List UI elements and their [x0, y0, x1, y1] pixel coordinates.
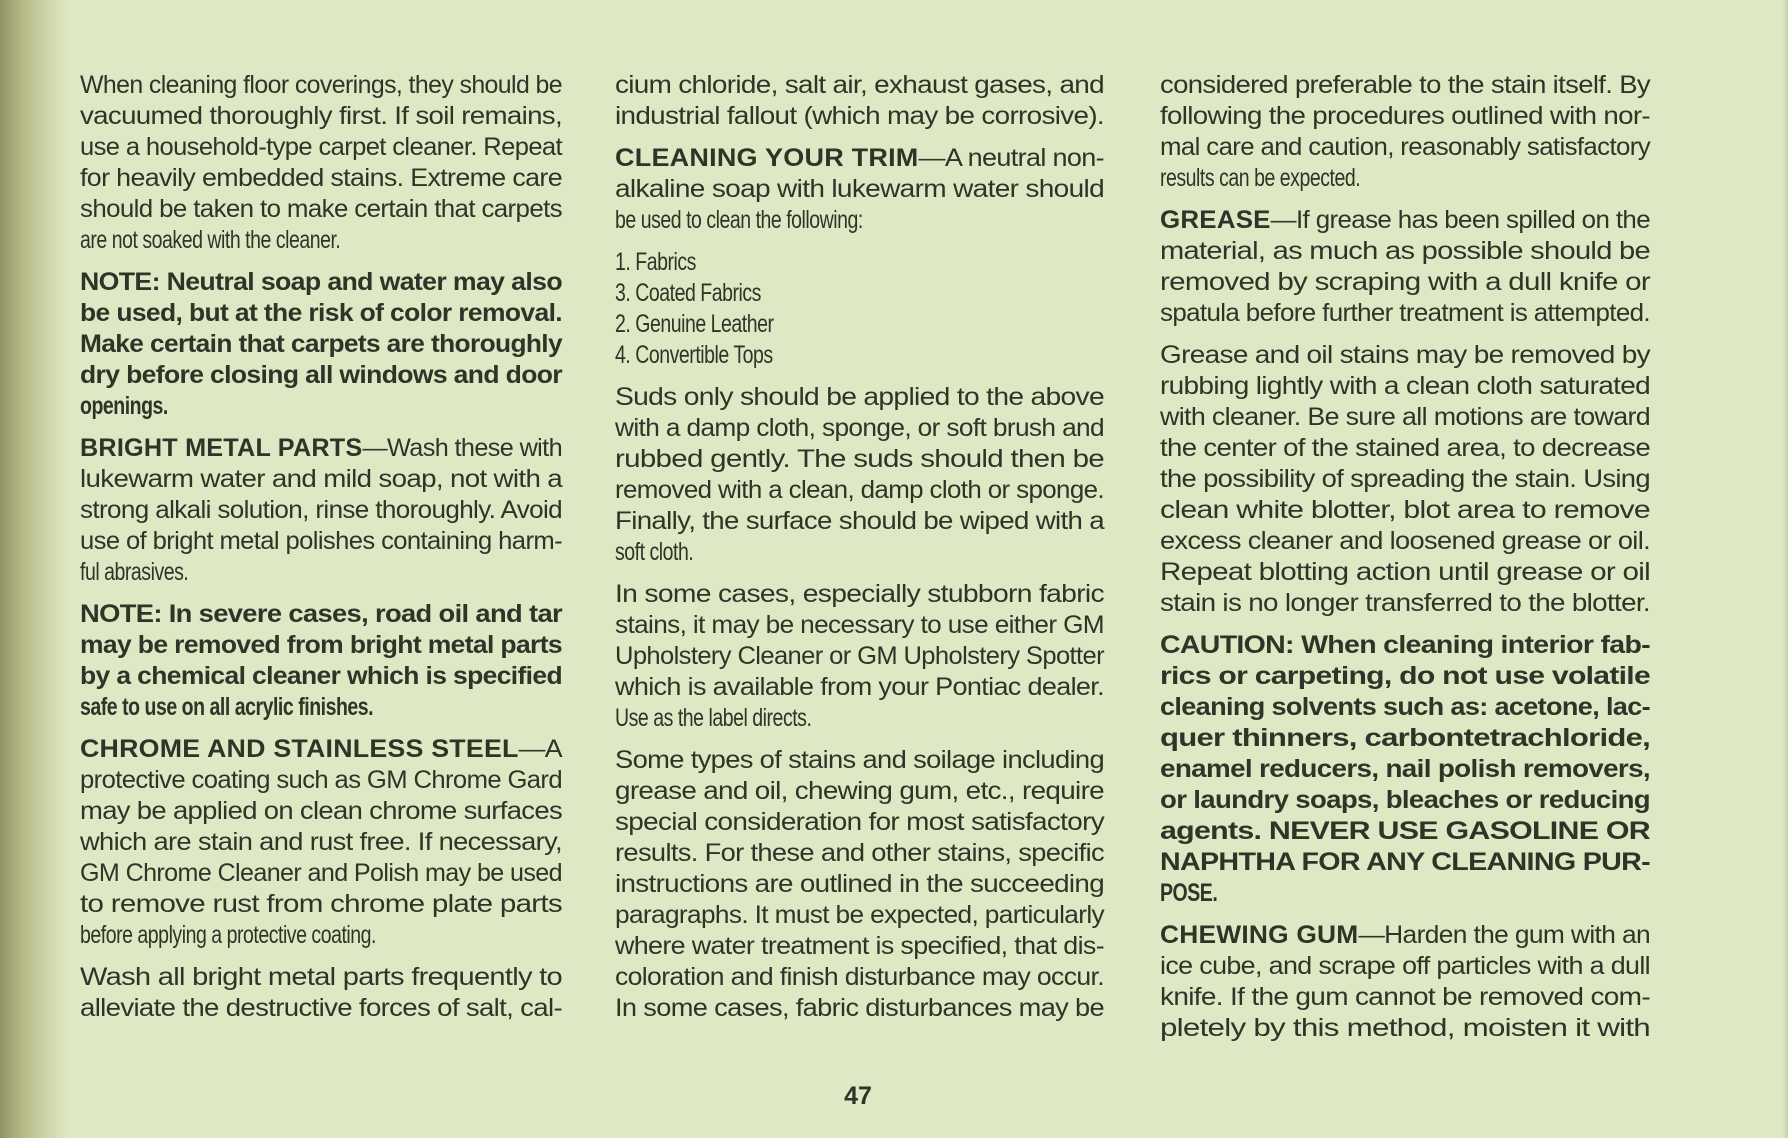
- text-line: knife. If the gum cannot be removed com-: [1160, 983, 1650, 1011]
- section-lead: —If grease has been spilled on the: [1270, 206, 1650, 234]
- section-heading-line: [1160, 920, 1650, 951]
- list-item: 4. Convertible Tops: [615, 341, 773, 369]
- text-line: coloration and finish disturbance may occur.: [615, 963, 1104, 991]
- section-lead: —Wash these with: [362, 434, 562, 462]
- text-line: GM Chrome Cleaner and Polish may be used: [80, 859, 562, 887]
- text-line: spatula before further treatment is attempted.: [1160, 299, 1650, 327]
- text-line: excess cleaner and loosened grease or oil.: [1160, 527, 1650, 555]
- text-line: Grease and oil stains may be removed by: [1160, 341, 1650, 369]
- text-line: ful abrasives.: [80, 558, 189, 586]
- text-line: be used, but at the risk of color removal.: [80, 299, 562, 327]
- section-heading: CHEWING GUM: [1160, 921, 1359, 949]
- paragraph-stubborn-stains: [615, 579, 1104, 734]
- text-line: should be taken to make certain that carpets: [80, 195, 562, 223]
- text-line: enamel reducers, nail polish removers,: [1160, 755, 1650, 783]
- paragraph-suds: [615, 382, 1104, 568]
- text-line: with a damp cloth, sponge, or soft brush and: [615, 414, 1104, 442]
- text-line: Use as the label directs.: [615, 704, 812, 732]
- text-line: instructions are outlined in the succeeding: [615, 870, 1104, 898]
- text-line: or laundry soaps, bleaches or reducing: [1160, 786, 1650, 814]
- text-line: the center of the stained area, to decrease: [1160, 434, 1650, 462]
- section-chewing-gum: [1160, 920, 1650, 1044]
- text-line: following the procedures outlined with nor-: [1160, 102, 1650, 130]
- paragraph-grease-oil-stains: [1160, 340, 1650, 619]
- text-line: soft cloth.: [615, 538, 694, 566]
- section-heading: CLEANING YOUR TRIM: [615, 144, 919, 172]
- text-line: NAPHTHA FOR ANY CLEANING PUR-: [1160, 848, 1650, 876]
- paragraph-floor-coverings: [80, 70, 562, 256]
- note-neutral-soap: [80, 267, 562, 422]
- paragraph-stain-types: [615, 745, 1104, 1024]
- text-line: grease and oil, chewing gum, etc., require: [615, 777, 1104, 805]
- text-line: Suds only should be applied to the above: [615, 383, 1104, 411]
- text-line: material, as much as possible should be: [1160, 237, 1650, 265]
- page-edge: [1782, 0, 1788, 1138]
- text-line: openings.: [80, 392, 168, 420]
- section-heading: CHROME AND STAINLESS STEEL: [80, 735, 519, 763]
- text-line: cium chloride, salt air, exhaust gases, and: [615, 71, 1104, 99]
- text-line: protective coating such as GM Chrome Gard: [80, 766, 562, 794]
- text-line: Finally, the surface should be wiped with a: [615, 507, 1104, 535]
- text-line: vacuumed thoroughly first. If soil remains,: [80, 102, 562, 130]
- section-heading-line: [615, 143, 1104, 174]
- text-line: removed by scraping with a dull knife or: [1160, 268, 1650, 296]
- book-spine-shadow: [0, 0, 70, 1138]
- text-line: alkaline soap with lukewarm water should: [615, 175, 1104, 203]
- text-line: NOTE: Neutral soap and water may also: [80, 268, 562, 296]
- text-line: where water treatment is specified, that dis-: [615, 932, 1104, 960]
- text-line: Repeat blotting action until grease or oil: [1160, 558, 1650, 586]
- section-heading-line: [80, 734, 562, 765]
- text-line: by a chemical cleaner which is specified: [80, 662, 562, 690]
- section-heading: GREASE: [1160, 206, 1271, 234]
- text-line: Some types of stains and soilage including: [615, 746, 1104, 774]
- text-line: before applying a protective coating.: [80, 921, 376, 949]
- text-line: removed with a clean, damp cloth or sponge.: [615, 476, 1104, 504]
- note-road-oil-tar: [80, 599, 562, 723]
- text-line: pletely by this method, moisten it with: [1160, 1014, 1650, 1042]
- text-line: which are stain and rust free. If necessary,: [80, 828, 562, 856]
- section-heading: BRIGHT METAL PARTS: [80, 434, 363, 462]
- section-cleaning-your-trim: [615, 143, 1104, 236]
- text-line: stain is no longer transferred to the blotter.: [1160, 589, 1650, 617]
- text-line: Make certain that carpets are thoroughly: [80, 330, 562, 358]
- section-chrome-stainless: [80, 734, 562, 951]
- paragraph-continued: [1160, 70, 1650, 194]
- text-line: with cleaner. Be sure all motions are toward: [1160, 403, 1650, 431]
- text-line: stains, it may be necessary to use either GM: [615, 611, 1104, 639]
- text-line: for heavily embedded stains. Extreme care: [80, 164, 562, 192]
- text-line: cleaning solvents such as: acetone, lac-: [1160, 693, 1650, 721]
- text-line: paragraphs. It must be expected, particularly: [615, 901, 1104, 929]
- text-line: Wash all bright metal parts frequently to: [80, 963, 562, 991]
- page-number: 47: [844, 1082, 872, 1110]
- text-line: In some cases, fabric disturbances may be: [615, 994, 1104, 1022]
- text-line: may be removed from bright metal parts: [80, 631, 562, 659]
- text-line: mal care and caution, reasonably satisfactory: [1160, 133, 1650, 161]
- text-line: may be applied on clean chrome surfaces: [80, 797, 562, 825]
- list-item: 1. Fabrics: [615, 248, 696, 276]
- text-line: CAUTION: When cleaning interior fab-: [1160, 631, 1650, 659]
- text-line: rubbing lightly with a clean cloth saturated: [1160, 372, 1650, 400]
- text-line: be used to clean the following:: [615, 206, 863, 234]
- text-line: strong alkali solution, rinse thoroughly. Avoid: [80, 496, 562, 524]
- section-grease: [1160, 205, 1650, 329]
- list-item: 2. Genuine Leather: [615, 310, 774, 338]
- section-lead: —Harden the gum with an: [1358, 921, 1650, 949]
- text-line: clean white blotter, blot area to remove: [1160, 496, 1650, 524]
- text-line: dry before closing all windows and door: [80, 361, 562, 389]
- text-line: agents. NEVER USE GASOLINE OR: [1160, 817, 1650, 845]
- text-line: ice cube, and scrape off particles with a dull: [1160, 952, 1650, 980]
- text-line: industrial fallout (which may be corrosive).: [615, 102, 1104, 130]
- text-line: rubbed gently. The suds should then be: [615, 445, 1104, 473]
- paragraph-continued: [615, 70, 1104, 132]
- section-heading-line: [1160, 205, 1650, 236]
- trim-material-list: [615, 247, 1104, 371]
- text-line: use a household-type carpet cleaner. Repeat: [80, 133, 562, 161]
- text-line: quer thinners, carbontetrachloride,: [1160, 724, 1650, 752]
- text-line: When cleaning floor coverings, they should be: [80, 71, 562, 99]
- text-line: the possibility of spreading the stain. Using: [1160, 465, 1650, 493]
- text-line: Upholstery Cleaner or GM Upholstery Spotter: [615, 642, 1104, 670]
- text-line: lukewarm water and mild soap, not with a: [80, 465, 562, 493]
- column-right: [1160, 70, 1650, 1055]
- text-line: considered preferable to the stain itself. By: [1160, 71, 1650, 99]
- column-left: [80, 70, 562, 1035]
- column-middle: [615, 70, 1104, 1035]
- text-line: to remove rust from chrome plate parts: [80, 890, 562, 918]
- text-line: alleviate the destructive forces of salt, cal-: [80, 994, 562, 1022]
- section-bright-metal-parts: [80, 433, 562, 588]
- caution-volatile-solvents: [1160, 630, 1650, 909]
- section-lead: —A: [518, 735, 562, 763]
- text-line: use of bright metal polishes containing harm-: [80, 527, 562, 555]
- text-line: results can be expected.: [1160, 164, 1361, 192]
- text-line: are not soaked with the cleaner.: [80, 226, 341, 254]
- text-line: NOTE: In severe cases, road oil and tar: [80, 600, 562, 628]
- list-item: 3. Coated Fabrics: [615, 279, 761, 307]
- text-line: rics or carpeting, do not use volatile: [1160, 662, 1650, 690]
- text-line: which is available from your Pontiac dealer.: [615, 673, 1104, 701]
- section-heading-line: [80, 433, 562, 464]
- text-line: In some cases, especially stubborn fabric: [615, 580, 1104, 608]
- paragraph-wash-bright-metal: [80, 962, 562, 1024]
- text-line: POSE.: [1160, 879, 1218, 907]
- text-line: special consideration for most satisfactory: [615, 808, 1104, 836]
- text-line: safe to use on all acrylic finishes.: [80, 693, 374, 721]
- section-lead: —A neutral non-: [918, 144, 1104, 172]
- text-line: results. For these and other stains, specific: [615, 839, 1104, 867]
